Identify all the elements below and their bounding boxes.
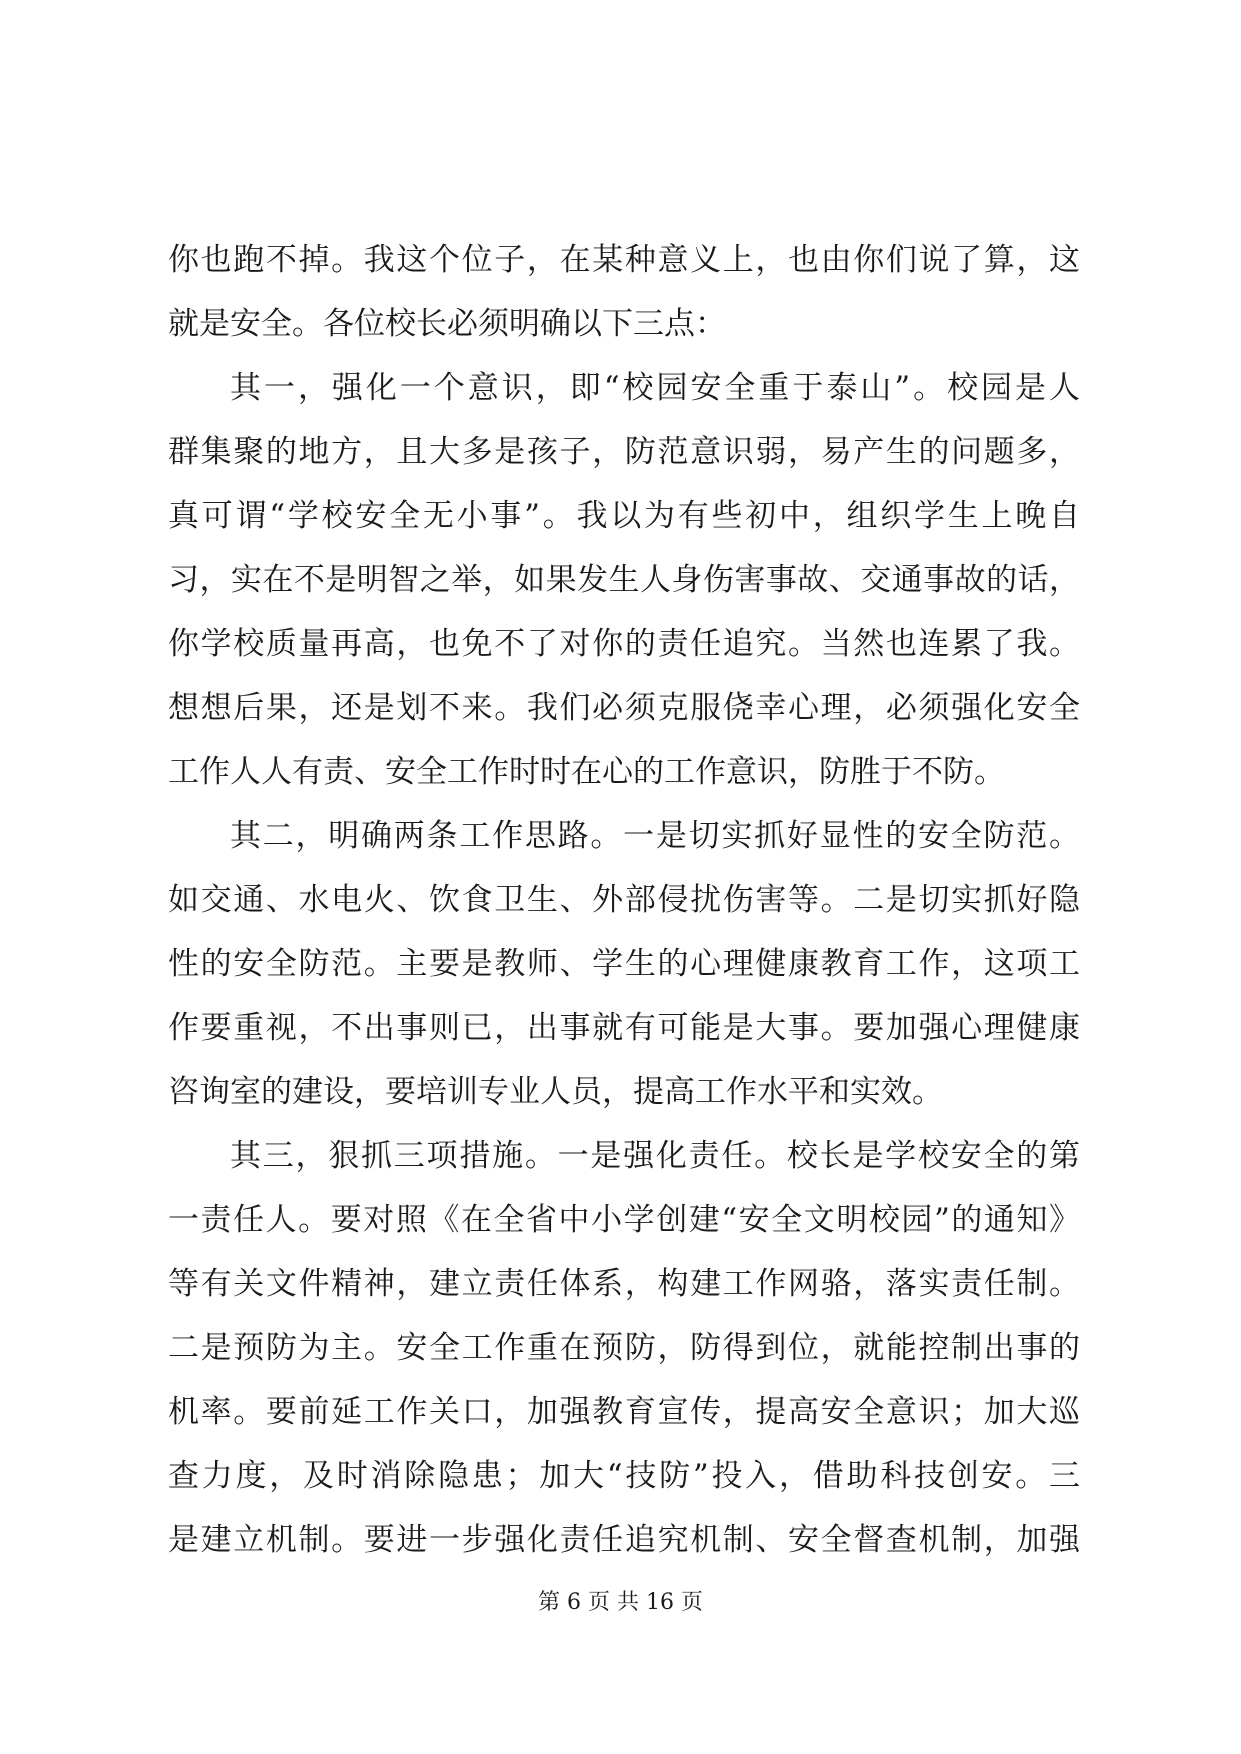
text-line: 咨询室的建设，要培训专业人员，提高工作水平和实效。 xyxy=(168,1074,943,1110)
text-line: 作要重视，不出事则已，出事就有可能是大事。要加强心理健康 xyxy=(168,1010,1080,1046)
text-line: 如交通、水电火、饮食卫生、外部侵扰伤害等。二是切实抓好隐 xyxy=(168,882,1080,918)
text-line: 群集聚的地方，且大多是孩子，防范意识弱，易产生的问题多， xyxy=(168,434,1080,470)
text-line: 想想后果，还是划不来。我们必须克服侥幸心理，必须强化安全 xyxy=(168,690,1080,726)
paragraph-first-line: 其二，明确两条工作思路。一是切实抓好显性的安全防范。 xyxy=(230,818,1080,854)
text-line: 你学校质量再高，也免不了对你的责任追究。当然也连累了我。 xyxy=(168,626,1080,662)
text-line: 真可谓“学校安全无小事”。我以为有些初中，组织学生上晚自 xyxy=(168,498,1080,534)
text-line: 等有关文件精神，建立责任体系，构建工作网骆，落实责任制。 xyxy=(168,1266,1080,1302)
text-line: 习，实在不是明智之举，如果发生人身伤害事故、交通事故的话， xyxy=(168,562,1080,598)
text-line: 是建立机制。要进一步强化责任追究机制、安全督查机制，加强 xyxy=(168,1522,1080,1558)
text-line: 查力度，及时消除隐患；加大“技防”投入，借助科技创安。三 xyxy=(168,1458,1080,1494)
text-line: 你也跑不掉。我这个位子，在某种意义上，也由你们说了算，这 xyxy=(168,242,1080,278)
page-number-footer: 第 6 页 共 16 页 xyxy=(538,1590,703,1615)
body-text xyxy=(168,228,1080,1572)
text-line: 工作人人有责、安全工作时时在心的工作意识，防胜于不防。 xyxy=(168,754,1005,790)
text-line: 性的安全防范。主要是教师、学生的心理健康教育工作，这项工 xyxy=(168,946,1080,982)
text-line: 二是预防为主。安全工作重在预防，防得到位，就能控制出事的 xyxy=(168,1330,1080,1366)
text-line: 机率。要前延工作关口，加强教育宣传，提高安全意识；加大巡 xyxy=(168,1394,1080,1430)
text-line: 一责任人。要对照《在全省中小学创建“安全文明校园”的通知》 xyxy=(168,1202,1080,1238)
text-line: 就是安全。各位校长必须明确以下三点： xyxy=(168,306,726,342)
paragraph-first-line: 其一，强化一个意识，即“校园安全重于泰山”。校园是人 xyxy=(230,370,1080,406)
paragraph-first-line: 其三，狠抓三项措施。一是强化责任。校长是学校安全的第 xyxy=(230,1138,1080,1174)
